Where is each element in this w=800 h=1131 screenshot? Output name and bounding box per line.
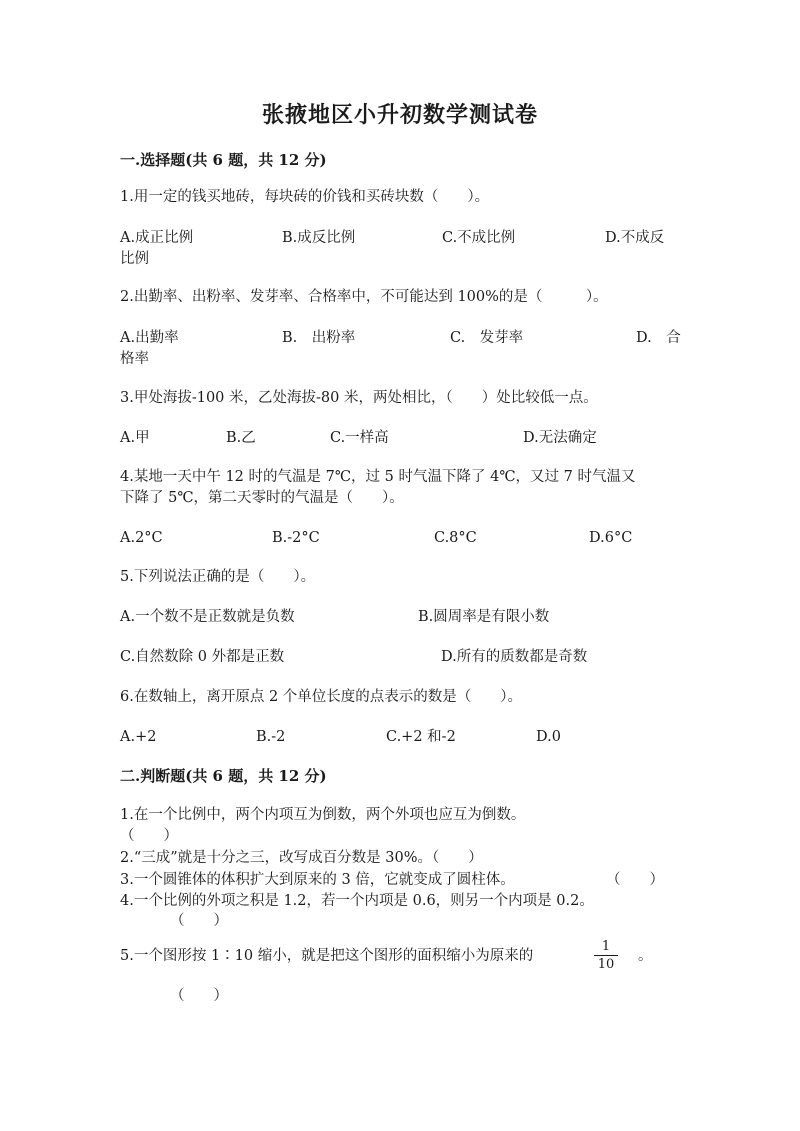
section-heading-judgment: 二.判断题(共 6 题，共 12 分) [120, 767, 327, 785]
option-d: D.0 [536, 729, 561, 745]
option-c: C.+2 和-2 [386, 729, 456, 745]
option-c: C. 发芽率 [450, 330, 524, 346]
page-title: 张掖地区小升初数学测试卷 [261, 102, 538, 128]
option-c: C.自然数除 0 外都是正数 [120, 649, 285, 665]
question-stem-line2: 下降了 5℃，第二天零时的气温是（ ）。 [120, 490, 404, 506]
fraction-one-tenth [594, 939, 618, 972]
judgment-item: 2.“三成”就是十分之三，改写成百分数是 30%。（ ） [120, 850, 483, 866]
option-c: C.8°C [434, 530, 477, 546]
option-a: A.一个数不是正数就是负数 [120, 609, 295, 625]
option-d: D.无法确定 [523, 430, 597, 446]
option-d: D.所有的质数都是奇数 [441, 649, 588, 665]
answer-paren: （ ） [120, 828, 178, 844]
judgment-item: 4.一个比例的外项之积是 1.2，若一个内项是 0.6，则另一个内项是 0.2。 [120, 893, 594, 909]
question-stem: 3.甲处海拔-100 米，乙处海拔-80 米，两处相比，（ ）处比较低一点。 [120, 390, 598, 406]
option-a: A.出勤率 [120, 330, 179, 346]
question-stem: 5.下列说法正确的是（ ）。 [120, 569, 316, 585]
judgment-item: 5.一个图形按 1∶10 缩小，就是把这个图形的面积缩小为原来的 [120, 948, 534, 964]
option-d: D.不成反 [605, 230, 665, 246]
option-b: B.成反比例 [282, 230, 356, 246]
judgment-item: 1.在一个比例中，两个内项互为倒数，两个外项也应互为倒数。 [120, 807, 526, 823]
option-d: D.6°C [589, 530, 633, 546]
option-a: A.甲 [120, 430, 150, 446]
answer-paren: （ ） [170, 988, 228, 1004]
sentence-end: 。 [638, 948, 653, 964]
answer-paren: （ ） [170, 913, 228, 929]
option-a: A.成正比例 [120, 230, 194, 246]
question-stem: 2.出勤率、出粉率、发芽率、合格率中，不可能达到 100%的是（ ）。 [120, 289, 608, 305]
answer-paren: （ ） [606, 872, 664, 888]
option-d-wrap: 比例 [120, 251, 149, 267]
option-b: B.圆周率是有限小数 [418, 609, 550, 625]
option-a: A.+2 [120, 729, 157, 745]
section-heading-choice: 一.选择题(共 6 题，共 12 分) [120, 151, 327, 169]
option-a: A.2°C [120, 530, 163, 546]
judgment-item: 3.一个圆锥体的体积扩大到原来的 3 倍，它就变成了圆柱体。 [120, 872, 515, 888]
question-stem: 1.用一定的钱买地砖，每块砖的价钱和买砖块数（ ）。 [120, 189, 490, 205]
option-b: B.-2°C [272, 530, 320, 546]
option-b: B. 出粉率 [282, 330, 356, 346]
option-b: B.-2 [256, 729, 286, 745]
question-stem: 6.在数轴上，离开原点 2 个单位长度的点表示的数是（ ）。 [120, 689, 523, 705]
option-c: C.一样高 [330, 430, 389, 446]
question-stem: 4.某地一天中午 12 时的气温是 7℃，过 5 时气温下降了 4℃，又过 7 时气温又 [120, 469, 636, 485]
fraction-numerator: 1 [594, 939, 618, 956]
option-d: D. 合 [636, 330, 681, 346]
option-c: C.不成比例 [442, 230, 516, 246]
option-d-wrap: 格率 [120, 351, 149, 367]
option-b: B.乙 [226, 430, 256, 446]
fraction-denominator: 10 [597, 957, 615, 972]
